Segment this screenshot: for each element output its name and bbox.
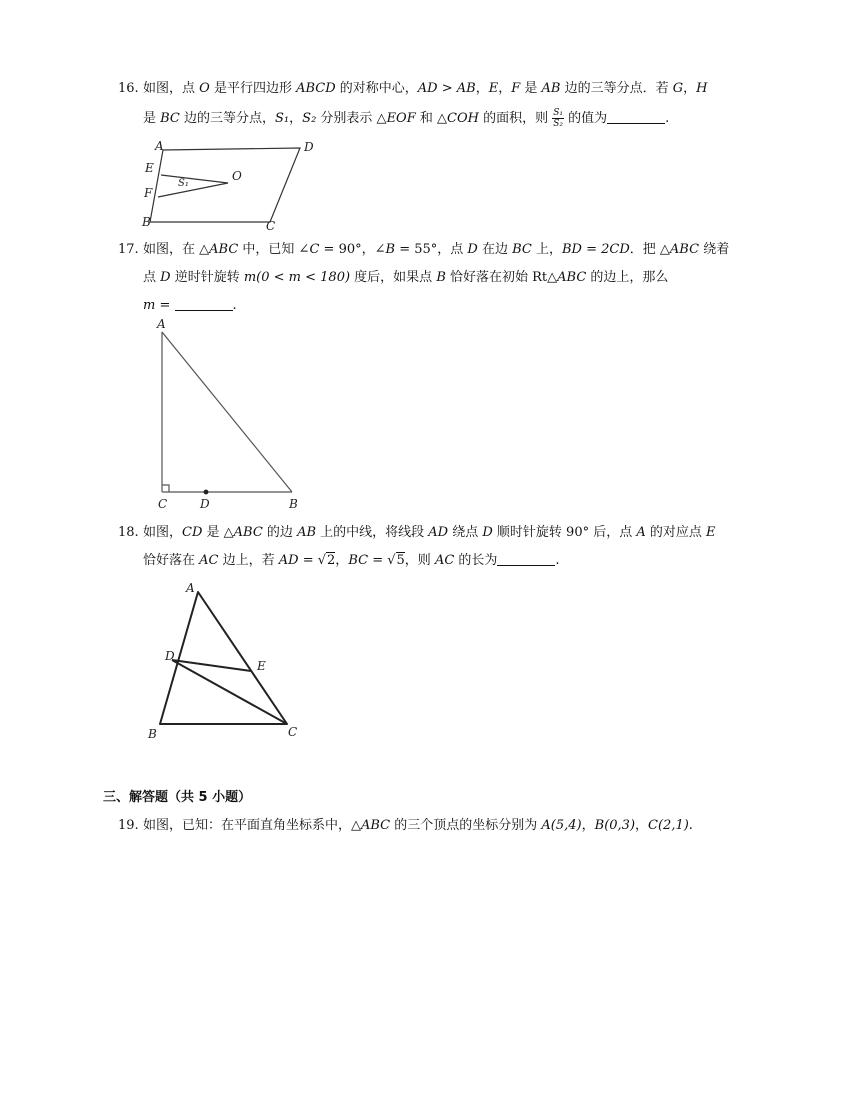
side-ab — [162, 332, 292, 492]
text: 的值为 — [564, 111, 608, 126]
label-c: C — [266, 219, 276, 233]
text: 顺时针旋转 90° 后，点 — [492, 525, 637, 540]
math: ABCD — [296, 81, 336, 96]
fraction — [552, 108, 564, 129]
question-text-line — [143, 75, 708, 103]
label-b: B — [142, 215, 151, 229]
text: 的三个顶点的坐标分别为 — [390, 818, 542, 833]
text: 是 — [520, 81, 542, 96]
text: ， — [289, 111, 303, 126]
text: 的面积，则 — [478, 111, 553, 126]
text: 的对称中心， — [335, 81, 418, 96]
text: = 55°，点 — [395, 242, 468, 257]
text: 的边上，那么 — [586, 270, 669, 285]
text: ， — [475, 81, 489, 96]
math: AB — [541, 81, 561, 96]
text: 如图，在 △ — [143, 242, 210, 257]
text: 和 △ — [415, 111, 447, 126]
right-angle-mark — [162, 485, 169, 492]
math: H — [696, 81, 708, 96]
math: F — [511, 81, 521, 96]
math: m — [243, 270, 257, 285]
label-o: O — [232, 169, 242, 183]
math: ABC — [209, 242, 239, 257]
text: . — [555, 553, 560, 568]
question-text-line — [143, 236, 729, 264]
label-a: A — [186, 581, 195, 595]
text: 如图，已知：在平面直角坐标系中，△ — [143, 818, 361, 833]
math: B — [385, 242, 396, 257]
label-a: A — [155, 139, 164, 153]
label-s1: S₁ — [178, 178, 189, 189]
text: ．把 △ — [629, 242, 670, 257]
text: 是 △ — [202, 525, 234, 540]
label-c: C — [288, 725, 298, 739]
math: E — [488, 81, 499, 96]
question-text-line — [143, 264, 668, 292]
answer-blank[interactable] — [175, 296, 233, 311]
label-d: D — [304, 140, 314, 154]
math: D — [160, 270, 171, 285]
triangle-rotation-figure — [140, 578, 310, 743]
text: 的边 — [262, 525, 298, 540]
section-heading: 三、解答题（共 5 小题） — [103, 790, 252, 805]
math: A(5,4) — [541, 818, 582, 833]
numerator: S₁ — [553, 108, 563, 118]
question-number: 19. — [118, 818, 139, 833]
math: ABC — [669, 242, 700, 257]
text: . — [232, 298, 237, 313]
text: ， — [683, 81, 697, 96]
answer-blank[interactable] — [497, 551, 555, 566]
math: AD — [278, 553, 299, 568]
text: 是 — [143, 111, 161, 126]
math: B — [436, 270, 446, 285]
math: C — [309, 242, 320, 257]
text: 绕着 — [699, 242, 730, 257]
text: 中，已知 ∠ — [238, 242, 310, 257]
text: 边上，若 — [218, 553, 279, 568]
math: A — [636, 525, 646, 540]
math: S₂ — [302, 111, 317, 126]
label-a: A — [157, 317, 166, 331]
question-text-line — [143, 547, 560, 575]
label-e: E — [145, 161, 154, 175]
label-d: D — [200, 497, 210, 511]
question-number: 18. — [118, 525, 139, 540]
math: D — [482, 525, 493, 540]
math: ABC — [361, 818, 391, 833]
segment-cd — [172, 660, 287, 724]
math: O — [199, 81, 210, 96]
text: ， — [498, 81, 512, 96]
text: = — [155, 298, 175, 313]
text: 是平行四边形 — [209, 81, 297, 96]
math: S₁ — [275, 111, 290, 126]
text: = 90°，∠ — [319, 242, 386, 257]
math: D — [467, 242, 478, 257]
text: . — [688, 818, 693, 833]
sqrt-radicand: 2 — [327, 553, 336, 568]
text: = √ — [298, 553, 327, 568]
math: BC — [348, 553, 369, 568]
math: E — [706, 525, 716, 540]
math: AB — [297, 525, 317, 540]
text: ，则 — [404, 553, 435, 568]
math: B(0,3) — [594, 818, 636, 833]
math: COH — [447, 111, 479, 126]
math: AD — [428, 525, 449, 540]
math: C(2,1) — [648, 818, 689, 833]
math: BD = 2CD — [562, 242, 630, 257]
math: AD > AB — [417, 81, 476, 96]
text: 如图， — [143, 525, 183, 540]
math: ABC — [233, 525, 263, 540]
label-b: B — [148, 727, 157, 741]
text: ， — [581, 818, 595, 833]
parallelogram-abcd — [150, 148, 300, 222]
text: . — [665, 111, 670, 126]
math: AC — [199, 553, 219, 568]
math: CD — [182, 525, 203, 540]
text: 绕点 — [448, 525, 483, 540]
parallelogram-figure — [140, 138, 320, 233]
math: G — [672, 81, 684, 96]
label-d: D — [165, 649, 175, 663]
text: 边的三等分点．若 — [560, 81, 673, 96]
question-text-line — [143, 519, 716, 547]
text: 的对应点 — [645, 525, 707, 540]
right-triangle-figure — [150, 314, 315, 514]
label-e: E — [257, 659, 266, 673]
question-number: 16. — [118, 81, 139, 96]
point-d — [204, 490, 209, 495]
answer-blank[interactable] — [607, 109, 665, 124]
sqrt-radicand: 5 — [396, 553, 405, 568]
text: 恰好落在初始 Rt△ — [445, 270, 558, 285]
text: 恰好落在 — [143, 553, 200, 568]
triangle-eof — [158, 175, 228, 197]
question-text-line — [143, 812, 693, 840]
text: 上， — [531, 242, 562, 257]
denominator: S₂ — [553, 119, 563, 129]
label-b: B — [289, 497, 298, 511]
text: ， — [635, 818, 649, 833]
question-number: 17. — [118, 242, 139, 257]
math: AC — [434, 553, 455, 568]
question-text-line — [143, 105, 669, 133]
text: 上的中线，将线段 — [316, 525, 429, 540]
text: 度后，如果点 — [350, 270, 437, 285]
math: (0 < m < 180) — [256, 270, 351, 285]
text: = √ — [368, 553, 396, 568]
math: BC — [160, 111, 180, 126]
label-c: C — [158, 497, 168, 511]
triangle-abc — [160, 592, 287, 724]
math: BC — [512, 242, 532, 257]
text: 分别表示 △ — [316, 111, 387, 126]
text: 的长为 — [454, 553, 498, 568]
text: 如图，点 — [143, 81, 200, 96]
math: ABC — [557, 270, 587, 285]
text: ， — [335, 553, 349, 568]
text: 在边 — [477, 242, 513, 257]
math: m — [143, 298, 156, 313]
label-f: F — [144, 186, 153, 200]
text: 点 — [143, 270, 161, 285]
math: EOF — [386, 111, 416, 126]
text: 边的三等分点， — [179, 111, 276, 126]
text: 逆时针旋转 — [170, 270, 244, 285]
